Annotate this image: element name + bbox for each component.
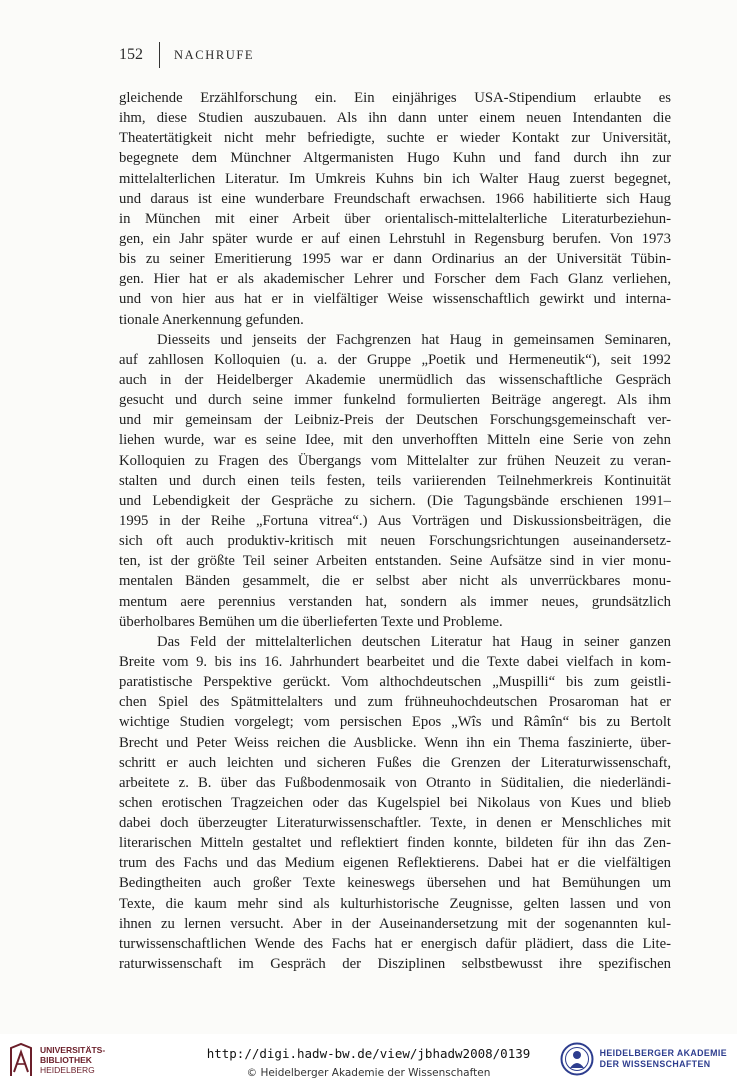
text-line: ihm, diese Studien auszubauen. Als ihn dann unter einem neuen Intendanten die: [119, 110, 671, 127]
text-line: literarischen Mitteln gestaltet und reflektiert finden konnte, bildeten für ihn das Zen-: [119, 835, 671, 852]
text-line: gesucht und durch seine immer funkelnd formulierten Beiträge angeregt. Als ihm: [119, 392, 671, 409]
header-divider: [159, 42, 160, 68]
text-line: Theatertätigkeit nicht mehr befriedigte, suchte er wieder Kontakt zur Universität,: [119, 130, 671, 147]
library-city: HEIDELBERG: [40, 1065, 95, 1075]
text-line: schen erotischen Tragzeichen oder das Kugelspiel bei Nikolaus von Kues und blieb: [119, 794, 671, 811]
library-name-line: UNIVERSITÄTS-: [40, 1045, 106, 1055]
text-line: stalten und durch einen teils festen, teils variierenden Teilnehmerkreis Kontinuität: [119, 472, 671, 489]
text-line: arbeitete z. B. über das Fußbodenmosaik von Otranto in Süditalien, die niederländi-: [119, 774, 671, 791]
copyright-notice: © Heidelberger Akademie der Wissenschaften: [246, 1067, 491, 1079]
academy-logo[interactable]: [560, 1042, 727, 1076]
text-line: gen. Hier hat er als akademischer Lehrer und Forscher dem Fach Glanz verliehen,: [119, 271, 671, 288]
running-head: [119, 44, 254, 66]
text-line: und Lebendigkeit der Gespräche zu sichern. (Die Tagungsbände erschienen 1991–: [119, 492, 671, 509]
text-line: mentum aere perennius verstanden hat, sondern als immer neues, grundsätzlich: [119, 593, 671, 610]
text-line: Breite vom 9. bis ins 16. Jahrhundert bearbeitet und die Texte dabei vielfach in kom-: [119, 653, 671, 670]
text-line: 1995 in der Reihe „Fortuna vitrea“.) Aus Vorträgen und Diskussionsbeiträgen, die: [119, 512, 671, 529]
text-line: Kolloquien zu Fragen des Übergangs vom Mittelalter zur frühen Neuzeit zu veran-: [119, 452, 671, 469]
text-line: schritt er auch leichten und sicheren Fußes die Grenzen der Literaturwissenschaft,: [119, 754, 671, 771]
text-line: mentalen Bänden gesammelt, die er selbst aber nicht als unverrückbares monu-: [119, 573, 671, 590]
text-line: tionale Anerkennung gefunden.: [119, 311, 304, 328]
academy-seal-icon: [560, 1042, 594, 1076]
text-line: und von hier aus hat er in vielfältiger Weise wissenschaftlich gewirkt und interna-: [119, 291, 671, 308]
text-line: in München mit einer Arbeit über orientalisch-mittelalterliche Literaturbeziehun-: [119, 210, 671, 227]
text-line: chen Spiel des Spätmittelalters und zum frühneuhochdeutschen Prosaroman hat er: [119, 694, 671, 711]
text-line: turwissenschaftlichen Wende des Fachs hat er energisch dafür plädiert, dass die Lite-: [119, 935, 671, 952]
footer-bar: [0, 1034, 737, 1086]
page-number: 152: [119, 46, 143, 63]
text-line: gleichende Erzählforschung ein. Ein einjähriges USA-Stipendium erlaubte es: [119, 90, 671, 106]
text-line: und mir gemeinsam der Leibniz-Preis der Deutschen Forschungsgemeinschaft ver-: [119, 412, 671, 429]
text-line: auf zahllosen Kolloquien (u. a. der Gruppe „Poetik und Hermeneutik“), seit 1992: [119, 351, 671, 368]
section-title: NACHRUFE: [174, 47, 255, 62]
text-line: ihnen zu lernen versucht. Aber in der Auseinandersetzung mit der sogenannten kul-: [119, 915, 671, 932]
text-line: und daraus ist eine wunderbare Freundschaft erwachsen. 1966 habilitierte sich Haug: [119, 190, 671, 207]
body-text: [119, 88, 671, 974]
text-line: gen, ein Jahr später wurde er auf einen Lehrstuhl in Regensburg berufen. Von 1973: [119, 230, 671, 247]
library-name-line: BIBLIOTHEK: [40, 1055, 92, 1065]
text-line: raturwissenschaft im Gespräch der Disziplinen selbstbewusst ihre spezifischen: [119, 956, 671, 973]
text-line: bis zu seiner Emeritierung 1995 war er dann Ordinarius an der Universität Tübin-: [119, 251, 671, 268]
text-line: Brecht und Peter Weiss reichen die Ausblicke. Wenn ihn ein Thema faszinierte, über-: [119, 734, 671, 751]
paragraph-start-line: Das Feld der mittelalterlichen deutschen Literatur hat Haug in seiner ganzen: [157, 633, 671, 650]
permalink[interactable]: http://digi.hadw-bw.de/view/jbhadw2008/0139: [206, 1046, 531, 1061]
text-line: mittelalterlichen Literatur. Im Umkreis Kuhns bin ich Walter Haug zuerst begegnet,: [119, 170, 671, 187]
text-line: wichtige Studien vorgelegt; vom persischen Epos „Wîs und Râmîn“ bis zu Bertolt: [119, 714, 671, 731]
text-line: paratistische Perspektive gerückt. Vom althochdeutschen „Muspilli“ bis zum geistli-: [119, 674, 671, 691]
academy-name-line: DER WISSENSCHAFTEN: [599, 1059, 711, 1069]
text-line: Texte, die kaum mehr sind als kulturhistorische Zeugnisse, gelten lassen und von: [119, 895, 671, 912]
text-line: Bedingtheiten auch großer Texte keineswegs übersehen und hat Bemühungen um: [119, 875, 671, 892]
text-line: überholbares Bemühen um die überlieferten Texte und Probleme.: [119, 613, 503, 630]
text-line: sich oft auch produktiv-kritisch mit neuen Forschungsrichtungen auseinandersetz-: [119, 533, 671, 550]
text-line: begegnete dem Münchner Altgermanisten Hugo Kuhn und fand durch ihn zur: [119, 150, 671, 167]
academy-name-line: HEIDELBERGER AKADEMIE: [599, 1048, 727, 1058]
academy-name: [600, 1048, 727, 1070]
paragraph-start-line: Diesseits und jenseits der Fachgrenzen hat Haug in gemeinsamen Seminaren,: [157, 331, 671, 348]
text-line: dabei doch überzeugter Literaturwissenschaftler. Texte, in denen er Menschliches mit: [119, 815, 671, 832]
text-line: liehen wurde, war es seine Idee, mit den unverhofften Mitteln eine Serie von zehn: [119, 432, 671, 449]
text-line: trum des Fachs und das Medium eigenen Reflektierens. Dabei hat er die vielfältigen: [119, 855, 671, 872]
text-line: ten, ist der größte Teil seiner Arbeiten entstanden. Seine Aufsätze sind in vier monu-: [119, 553, 671, 570]
text-line: auch in der Heidelberger Akademie unermüdlich das wissenschaftliche Gespräch: [119, 371, 671, 388]
